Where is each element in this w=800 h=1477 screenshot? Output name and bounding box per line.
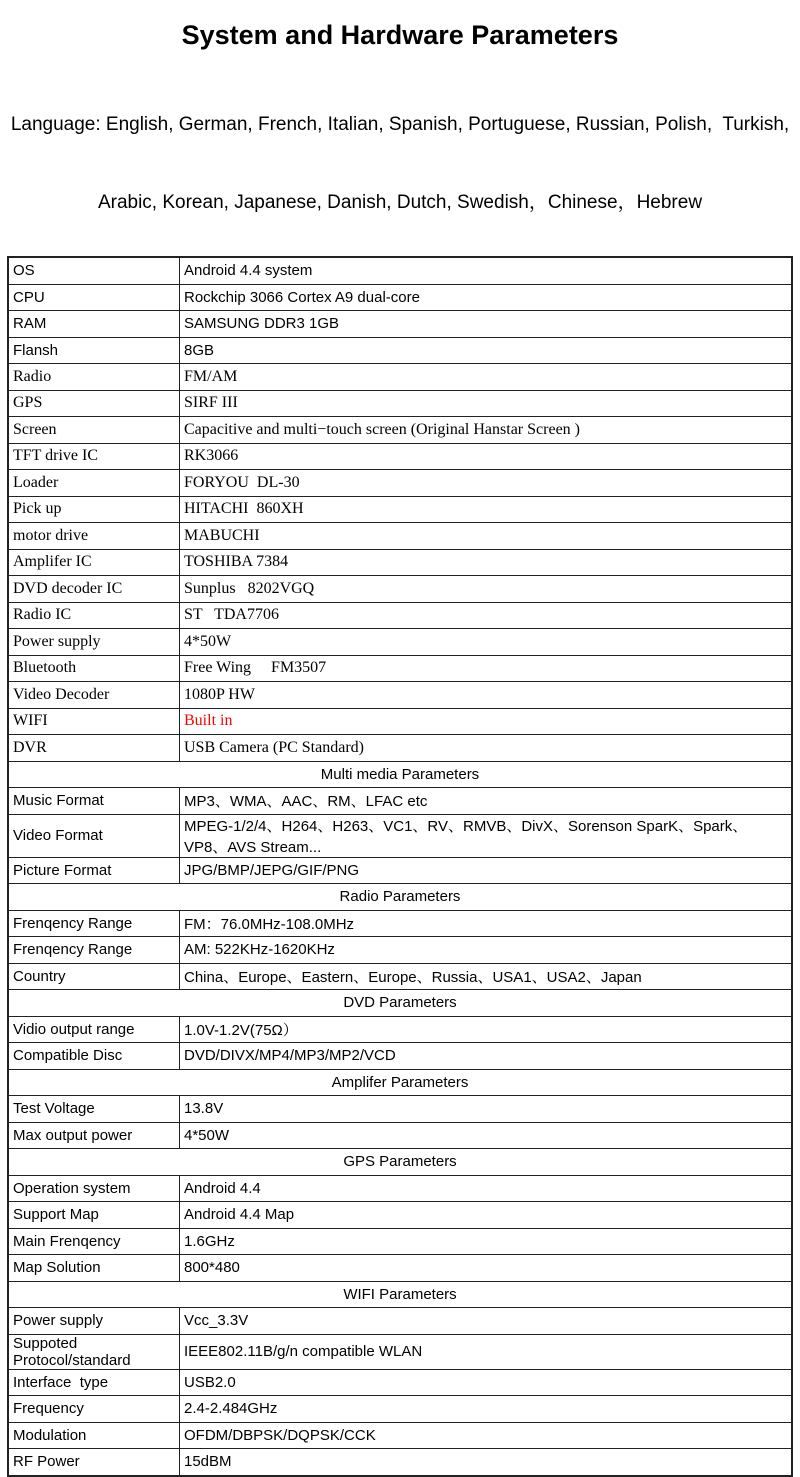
param-value: 4*50W: [180, 629, 793, 656]
table-row: [8, 1334, 792, 1369]
table-row: [8, 602, 792, 629]
param-label: Power supply: [8, 1308, 180, 1335]
param-label: Compatible Disc: [8, 1043, 180, 1070]
param-value: DVD/DIVX/MP4/MP3/MP2/VCD: [180, 1043, 793, 1070]
param-value: IEEE802.11B/g/n compatible WLAN: [180, 1334, 793, 1369]
param-value: ST TDA7706: [180, 602, 793, 629]
param-label: Modulation: [8, 1422, 180, 1449]
param-value: China、Europe、Eastern、Europe、Russia、USA1、USA2、Japan: [180, 963, 793, 990]
param-value: TOSHIBA 7384: [180, 549, 793, 576]
section-header-row: [8, 884, 792, 911]
section-title: Radio Parameters: [8, 884, 792, 911]
param-label: Flansh: [8, 337, 180, 364]
section-title: Multi media Parameters: [8, 761, 792, 788]
table-row: [8, 1122, 792, 1149]
param-label: Power supply: [8, 629, 180, 656]
language-line-2: Arabic, Korean, Japanese, Danish, Dutch, Swedish，Chinese，Hebrew: [97, 192, 703, 213]
table-row: [8, 857, 792, 884]
table-row: [8, 963, 792, 990]
table-row: [8, 1369, 792, 1396]
param-value: Sunplus 8202VGQ: [180, 576, 793, 603]
param-label: Bluetooth: [8, 655, 180, 682]
param-value: USB Camera (PC Standard): [180, 735, 793, 762]
param-label: Picture Format: [8, 857, 180, 884]
table-row: [8, 735, 792, 762]
table-row: [8, 1396, 792, 1423]
table-row: [8, 629, 792, 656]
param-value: MPEG-1/2/4、H264、H263、VC1、RV、RMVB、DivX、Sorenson SparK、Spark、VP8、AVS Stream...: [180, 814, 793, 857]
table-row: [8, 814, 792, 857]
param-value: JPG/BMP/JEPG/GIF/PNG: [180, 857, 793, 884]
param-label: Support Map: [8, 1202, 180, 1229]
param-label: Country: [8, 963, 180, 990]
param-value: OFDM/DBPSK/DQPSK/CCK: [180, 1422, 793, 1449]
table-row: [8, 910, 792, 937]
param-value: Vcc_3.3V: [180, 1308, 793, 1335]
param-value: Android 4.4 system: [180, 257, 793, 284]
param-value: Capacitive and multi−touch screen (Original Hanstar Screen ): [180, 417, 793, 444]
table-row: [8, 682, 792, 709]
table-row: [8, 390, 792, 417]
param-value: SAMSUNG DDR3 1GB: [180, 311, 793, 338]
param-value: MP3、WMA、AAC、RM、LFAC etc: [180, 788, 793, 815]
table-row: [8, 1043, 792, 1070]
param-label: Frenqency Range: [8, 937, 180, 964]
param-label: Music Format: [8, 788, 180, 815]
param-label: CPU: [8, 284, 180, 311]
table-row: [8, 496, 792, 523]
spec-table-body: [8, 257, 792, 1476]
table-row: [8, 1449, 792, 1476]
param-label: Video Decoder: [8, 682, 180, 709]
param-label: WIFI: [8, 708, 180, 735]
section-title: DVD Parameters: [8, 990, 792, 1017]
table-row: [8, 364, 792, 391]
param-value: RK3066: [180, 443, 793, 470]
param-label: Suppoted Protocol/standard: [8, 1334, 180, 1369]
param-label: motor drive: [8, 523, 180, 550]
param-value: FM/AM: [180, 364, 793, 391]
param-label: Radio: [8, 364, 180, 391]
param-value: FORYOU DL-30: [180, 470, 793, 497]
param-label: Video Format: [8, 814, 180, 857]
param-label: Screen: [8, 417, 180, 444]
param-value: 1.6GHz: [180, 1228, 793, 1255]
param-value: USB2.0: [180, 1369, 793, 1396]
param-value: HITACHI 860XH: [180, 496, 793, 523]
param-value: AM: 522KHz-1620KHz: [180, 937, 793, 964]
param-value: 13.8V: [180, 1096, 793, 1123]
section-title: WIFI Parameters: [8, 1281, 792, 1308]
table-row: [8, 1096, 792, 1123]
param-label: Loader: [8, 470, 180, 497]
param-value: 15dBM: [180, 1449, 793, 1476]
table-row: [8, 1255, 792, 1282]
table-row: [8, 549, 792, 576]
param-label: Amplifer IC: [8, 549, 180, 576]
section-title: Amplifer Parameters: [8, 1069, 792, 1096]
param-label: Map Solution: [8, 1255, 180, 1282]
language-list: [0, 60, 800, 242]
param-value: Android 4.4 Map: [180, 1202, 793, 1229]
section-header-row: [8, 1069, 792, 1096]
param-label: Main Frenqency: [8, 1228, 180, 1255]
table-row: [8, 788, 792, 815]
param-value: 1080P HW: [180, 682, 793, 709]
param-label: Interface type: [8, 1369, 180, 1396]
table-row: [8, 1175, 792, 1202]
param-label: Pick up: [8, 496, 180, 523]
page-title: System and Hardware Parameters: [181, 20, 619, 50]
table-row: [8, 257, 792, 284]
param-label: OS: [8, 257, 180, 284]
param-value: 2.4-2.484GHz: [180, 1396, 793, 1423]
param-label: Radio IC: [8, 602, 180, 629]
table-row: [8, 1308, 792, 1335]
section-header-row: [8, 990, 792, 1017]
table-row: [8, 1016, 792, 1043]
table-row: [8, 417, 792, 444]
param-label: Vidio output range: [8, 1016, 180, 1043]
param-value: 4*50W: [180, 1122, 793, 1149]
param-value: 8GB: [180, 337, 793, 364]
param-value: Free Wing FM3507: [180, 655, 793, 682]
param-value: FM：76.0MHz-108.0MHz: [180, 910, 793, 937]
param-value: 800*480: [180, 1255, 793, 1282]
table-row: [8, 937, 792, 964]
table-row: [8, 470, 792, 497]
param-label: Frequency: [8, 1396, 180, 1423]
param-label: Operation system: [8, 1175, 180, 1202]
table-row: [8, 708, 792, 735]
param-value: Rockchip 3066 Cortex A9 dual-core: [180, 284, 793, 311]
language-line-1: Language: English, German, French, Italian, Spanish, Portuguese, Russian, Polish, Turkish,: [10, 114, 790, 135]
table-row: [8, 284, 792, 311]
param-value: 1.0V-1.2V(75Ω）: [180, 1016, 793, 1043]
param-label: Max output power: [8, 1122, 180, 1149]
param-value: MABUCHI: [180, 523, 793, 550]
section-title: GPS Parameters: [8, 1149, 792, 1176]
table-row: [8, 311, 792, 338]
section-header-row: [8, 761, 792, 788]
table-row: [8, 523, 792, 550]
table-row: [8, 1228, 792, 1255]
table-row: [8, 1202, 792, 1229]
param-label: RAM: [8, 311, 180, 338]
table-row: [8, 576, 792, 603]
section-header-row: [8, 1281, 792, 1308]
param-label: DVR: [8, 735, 180, 762]
param-label: GPS: [8, 390, 180, 417]
param-label: Test Voltage: [8, 1096, 180, 1123]
section-header-row: [8, 1149, 792, 1176]
param-value: SIRF III: [180, 390, 793, 417]
param-value: Built in: [180, 708, 793, 735]
param-label: TFT drive IC: [8, 443, 180, 470]
param-value: Android 4.4: [180, 1175, 793, 1202]
table-row: [8, 1422, 792, 1449]
param-label: RF Power: [8, 1449, 180, 1476]
spec-table: [7, 256, 793, 1477]
param-label: Frenqency Range: [8, 910, 180, 937]
table-row: [8, 337, 792, 364]
table-row: [8, 443, 792, 470]
param-label: DVD decoder IC: [8, 576, 180, 603]
table-row: [8, 655, 792, 682]
